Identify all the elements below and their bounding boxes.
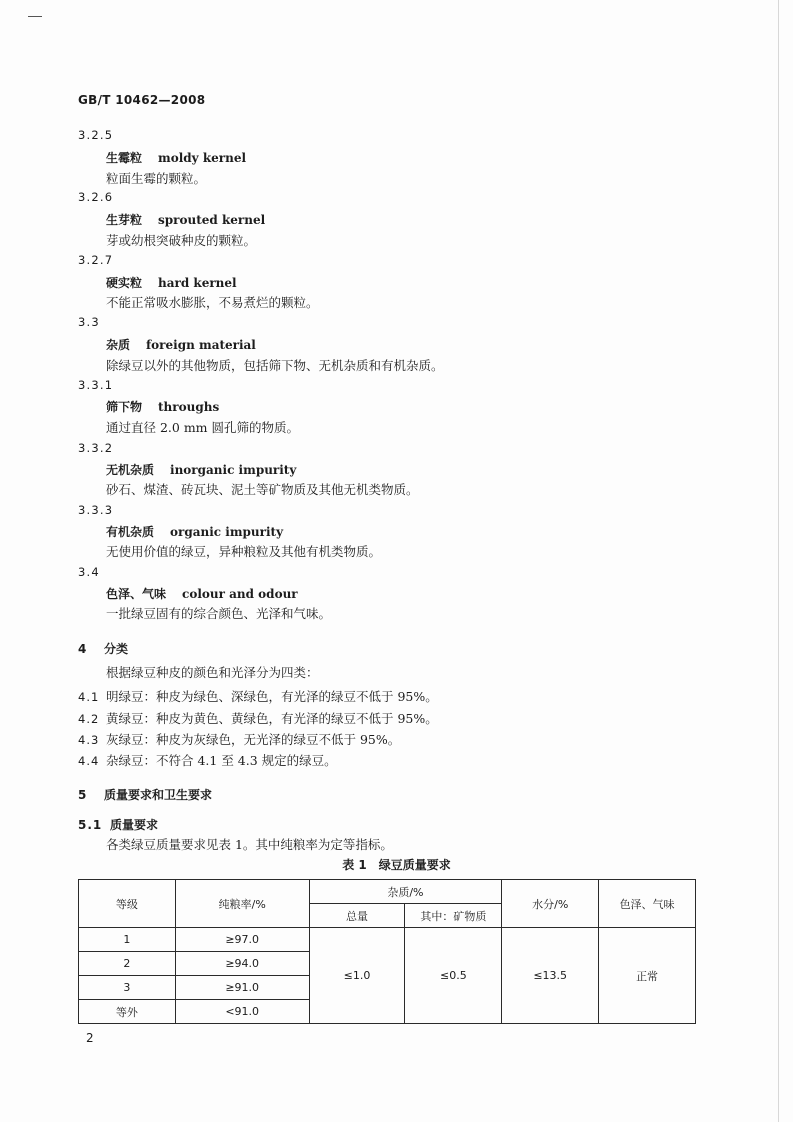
section-5-heading [78, 787, 212, 803]
table-header-row [79, 880, 696, 904]
term-en: hard kernel [158, 276, 237, 290]
cell-purity: ≥91.0 [175, 976, 309, 1000]
class-number: 4.4 [78, 754, 100, 768]
term-en: organic impurity [170, 525, 284, 539]
term-zh: 筛下物 [106, 400, 143, 414]
term-en: throughs [158, 400, 220, 414]
term-en: inorganic impurity [170, 463, 297, 477]
term-definition: 通过直径 2.0 mm 圆孔筛的物质。 [106, 420, 300, 435]
cell-grade: 2 [79, 952, 176, 976]
header-color-odor: 色泽、气味 [599, 880, 696, 928]
term-title [106, 212, 265, 228]
term-zh: 生芽粒 [106, 213, 143, 227]
section-title: 分类 [104, 642, 129, 656]
section-5-1-heading [78, 817, 158, 833]
term-definition: 一批绿豆固有的综合颜色、光泽和气味。 [106, 606, 332, 621]
class-number: 4.1 [78, 690, 100, 704]
class-item [78, 753, 337, 769]
section-number: 5.1 [78, 818, 103, 832]
cell-impurity-total: ≤1.0 [309, 928, 405, 1024]
section-number: 4 [78, 642, 88, 656]
term-definition: 芽或幼根突破种皮的颗粒。 [106, 233, 257, 248]
term-zh: 硬实粒 [106, 276, 143, 290]
term-number: 3.3 [78, 315, 100, 329]
cell-impurity-mineral: ≤0.5 [405, 928, 502, 1024]
class-text: 黄绿豆：种皮为黄色、黄绿色，有光泽的绿豆不低于 95%。 [106, 711, 438, 726]
term-definition: 除绿豆以外的其他物质，包括筛下物、无机杂质和有机杂质。 [106, 358, 444, 373]
term-number: 3.3.2 [78, 441, 114, 455]
term-title [106, 275, 237, 291]
term-number: 3.2.6 [78, 190, 114, 204]
term-zh: 色泽、气味 [106, 587, 167, 601]
cell-moisture: ≤13.5 [502, 928, 599, 1024]
cell-grade: 等外 [79, 1000, 176, 1024]
term-number: 3.2.5 [78, 128, 114, 142]
term-zh: 杂质 [106, 338, 131, 352]
term-zh: 无机杂质 [106, 463, 155, 477]
term-title [106, 462, 296, 478]
page-number: 2 [86, 1031, 94, 1045]
section-title: 质量要求和卫生要求 [104, 788, 213, 802]
table-caption: 表 1 绿豆质量要求 [342, 858, 451, 872]
cell-grade: 1 [79, 928, 176, 952]
section-4-heading [78, 641, 128, 657]
class-number: 4.3 [78, 733, 100, 747]
header-grade: 等级 [79, 880, 176, 928]
cell-purity: <91.0 [175, 1000, 309, 1024]
header-moisture: 水分/% [502, 880, 599, 928]
section-number: 5 [78, 788, 88, 802]
class-item [78, 732, 400, 748]
term-number: 3.4 [78, 565, 100, 579]
quality-table [78, 879, 696, 1024]
crop-mark [28, 16, 42, 17]
term-en: moldy kernel [158, 151, 247, 165]
header-impurity-total: 总量 [309, 904, 405, 928]
class-text: 杂绿豆：不符合 4.1 至 4.3 规定的绿豆。 [106, 753, 337, 768]
term-title [106, 337, 256, 353]
term-en: colour and odour [182, 587, 298, 601]
scan-edge [778, 0, 779, 1122]
term-title [106, 524, 283, 540]
class-number: 4.2 [78, 712, 100, 726]
section-4-intro: 根据绿豆种皮的颜色和光泽分为四类： [106, 665, 319, 680]
cell-color-odor: 正常 [599, 928, 696, 1024]
cell-grade: 3 [79, 976, 176, 1000]
term-definition: 无使用价值的绿豆，异种粮粒及其他有机类物质。 [106, 544, 382, 559]
term-number: 3.3.3 [78, 503, 114, 517]
cell-purity: ≥97.0 [175, 928, 309, 952]
header-impurity-mineral: 其中：矿物质 [405, 904, 502, 928]
section-title: 质量要求 [110, 818, 159, 832]
term-en: sprouted kernel [158, 213, 266, 227]
header-impurity: 杂质/% [309, 880, 502, 904]
term-number: 3.2.7 [78, 253, 114, 267]
class-text: 灰绿豆：种皮为灰绿色，无光泽的绿豆不低于 95%。 [106, 732, 401, 747]
table-row [79, 928, 696, 952]
term-zh: 生霉粒 [106, 151, 143, 165]
class-item [78, 711, 438, 727]
term-number: 3.3.1 [78, 378, 114, 392]
standard-code: GB/T 10462—2008 [78, 93, 206, 107]
term-en: foreign material [146, 338, 256, 352]
term-zh: 有机杂质 [106, 525, 155, 539]
term-title [106, 150, 246, 166]
term-definition: 粒面生霉的颗粒。 [106, 171, 207, 186]
term-definition: 不能正常吸水膨胀，不易煮烂的颗粒。 [106, 295, 319, 310]
class-text: 明绿豆：种皮为绿色、深绿色，有光泽的绿豆不低于 95%。 [106, 689, 438, 704]
class-item [78, 689, 438, 705]
header-purity: 纯粮率/% [175, 880, 309, 928]
term-definition: 砂石、煤渣、砖瓦块、泥土等矿物质及其他无机类物质。 [106, 482, 419, 497]
section-5-1-intro: 各类绿豆质量要求见表 1。其中纯粮率为定等指标。 [106, 837, 393, 852]
term-title [106, 399, 219, 415]
term-title [106, 586, 298, 602]
cell-purity: ≥94.0 [175, 952, 309, 976]
